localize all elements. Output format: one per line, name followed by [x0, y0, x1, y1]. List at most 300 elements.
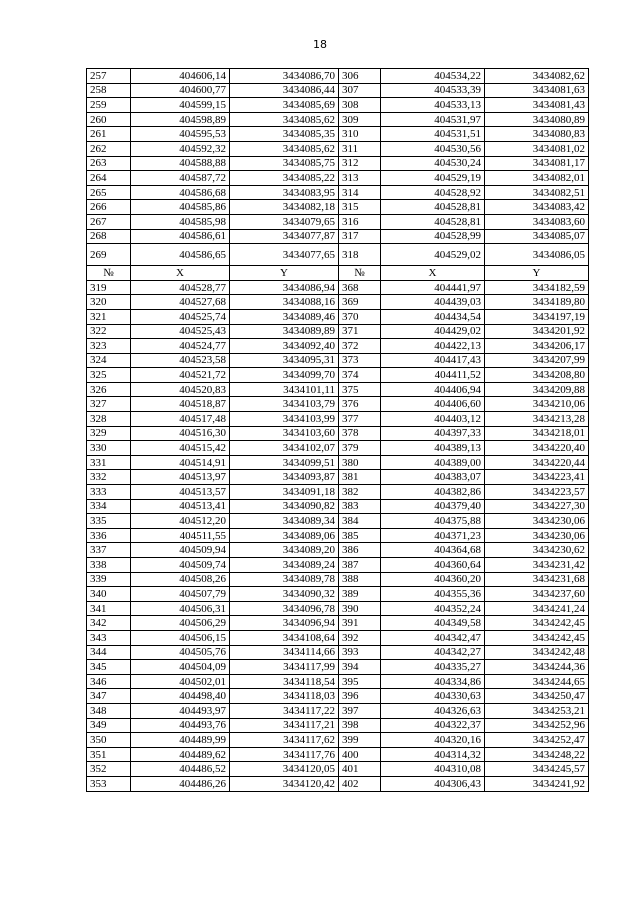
x-coordinate-cell: 404342,47: [381, 630, 485, 645]
table-row: [87, 69, 589, 84]
y-coordinate-cell: 3434206,17: [485, 339, 589, 354]
x-coordinate-cell: 404330,63: [381, 689, 485, 704]
point-number-cell: 379: [339, 441, 381, 456]
point-number-cell: 263: [87, 156, 131, 171]
y-coordinate-cell: 3434099,51: [230, 455, 339, 470]
table-row: [87, 83, 589, 98]
point-number-cell: 373: [339, 353, 381, 368]
y-coordinate-cell: 3434090,32: [230, 587, 339, 602]
y-coordinate-cell: 3434089,89: [230, 324, 339, 339]
table-row: [87, 645, 589, 660]
point-number-cell: 306: [339, 69, 381, 84]
x-coordinate-cell: 404525,74: [131, 309, 230, 324]
y-coordinate-cell: 3434086,94: [230, 280, 339, 295]
point-number-cell: 336: [87, 528, 131, 543]
y-coordinate-cell: 3434102,07: [230, 441, 339, 456]
point-number-cell: 349: [87, 718, 131, 733]
y-coordinate-cell: 3434077,65: [230, 244, 339, 266]
y-coordinate-cell: 3434108,64: [230, 630, 339, 645]
y-coordinate-cell: 3434250,47: [485, 689, 589, 704]
table-row: [87, 485, 589, 500]
y-coordinate-cell: 3434081,43: [485, 98, 589, 113]
x-coordinate-cell: 404517,48: [131, 412, 230, 427]
point-number-cell: 257: [87, 69, 131, 84]
table-row: [87, 200, 589, 215]
header-cell: X: [131, 266, 230, 281]
y-coordinate-cell: 3434117,99: [230, 660, 339, 675]
y-coordinate-cell: 3434230,62: [485, 543, 589, 558]
point-number-cell: 372: [339, 339, 381, 354]
x-coordinate-cell: 404599,15: [131, 98, 230, 113]
point-number-cell: 400: [339, 747, 381, 762]
point-number-cell: 334: [87, 499, 131, 514]
y-coordinate-cell: 3434093,87: [230, 470, 339, 485]
y-coordinate-cell: 3434114,66: [230, 645, 339, 660]
y-coordinate-cell: 3434223,57: [485, 485, 589, 500]
table-row: [87, 295, 589, 310]
y-coordinate-cell: 3434092,40: [230, 339, 339, 354]
point-number-cell: 268: [87, 229, 131, 244]
x-coordinate-cell: 404429,02: [381, 324, 485, 339]
point-number-cell: 332: [87, 470, 131, 485]
y-coordinate-cell: 3434089,78: [230, 572, 339, 587]
point-number-cell: 265: [87, 185, 131, 200]
page-number: 18: [313, 38, 327, 51]
x-coordinate-cell: 404524,77: [131, 339, 230, 354]
x-coordinate-cell: 404586,65: [131, 244, 230, 266]
x-coordinate-cell: 404530,56: [381, 141, 485, 156]
table-row: [87, 718, 589, 733]
table-row: [87, 309, 589, 324]
y-coordinate-cell: 3434082,51: [485, 185, 589, 200]
x-coordinate-cell: 404397,33: [381, 426, 485, 441]
point-number-cell: 348: [87, 703, 131, 718]
point-number-cell: 346: [87, 674, 131, 689]
x-coordinate-cell: 404521,72: [131, 368, 230, 383]
table-row: [87, 368, 589, 383]
y-coordinate-cell: 3434213,28: [485, 412, 589, 427]
x-coordinate-cell: 404383,07: [381, 470, 485, 485]
table-row: [87, 426, 589, 441]
y-coordinate-cell: 3434082,18: [230, 200, 339, 215]
table-row: [87, 674, 589, 689]
y-coordinate-cell: 3434081,63: [485, 83, 589, 98]
y-coordinate-cell: 3434103,79: [230, 397, 339, 412]
x-coordinate-cell: 404585,98: [131, 214, 230, 229]
point-number-cell: 323: [87, 339, 131, 354]
header-cell: Y: [485, 266, 589, 281]
y-coordinate-cell: 3434118,54: [230, 674, 339, 689]
header-cell: №: [87, 266, 131, 281]
coordinates-table: [86, 68, 589, 792]
y-coordinate-cell: 3434089,34: [230, 514, 339, 529]
table-row: [87, 412, 589, 427]
x-coordinate-cell: 404502,01: [131, 674, 230, 689]
point-number-cell: 397: [339, 703, 381, 718]
point-number-cell: 393: [339, 645, 381, 660]
y-coordinate-cell: 3434079,65: [230, 214, 339, 229]
table-row: [87, 733, 589, 748]
point-number-cell: 311: [339, 141, 381, 156]
point-number-cell: 317: [339, 229, 381, 244]
y-coordinate-cell: 3434096,78: [230, 601, 339, 616]
y-coordinate-cell: 3434103,99: [230, 412, 339, 427]
y-coordinate-cell: 3434118,03: [230, 689, 339, 704]
point-number-cell: 261: [87, 127, 131, 142]
x-coordinate-cell: 404486,26: [131, 776, 230, 791]
point-number-cell: 331: [87, 455, 131, 470]
x-coordinate-cell: 404375,88: [381, 514, 485, 529]
x-coordinate-cell: 404512,20: [131, 514, 230, 529]
point-number-cell: 384: [339, 514, 381, 529]
point-number-cell: 353: [87, 776, 131, 791]
point-number-cell: 321: [87, 309, 131, 324]
y-coordinate-cell: 3434248,22: [485, 747, 589, 762]
point-number-cell: 337: [87, 543, 131, 558]
table-row: [87, 470, 589, 485]
y-coordinate-cell: 3434189,80: [485, 295, 589, 310]
x-coordinate-cell: 404520,83: [131, 382, 230, 397]
table-header-row: [87, 266, 589, 281]
x-coordinate-cell: 404531,97: [381, 112, 485, 127]
x-coordinate-cell: 404422,13: [381, 339, 485, 354]
y-coordinate-cell: 3434252,96: [485, 718, 589, 733]
x-coordinate-cell: 404515,42: [131, 441, 230, 456]
y-coordinate-cell: 3434244,65: [485, 674, 589, 689]
point-number-cell: 380: [339, 455, 381, 470]
table-row: [87, 244, 589, 266]
x-coordinate-cell: 404349,58: [381, 616, 485, 631]
x-coordinate-cell: 404598,89: [131, 112, 230, 127]
y-coordinate-cell: 3434120,42: [230, 776, 339, 791]
y-coordinate-cell: 3434207,99: [485, 353, 589, 368]
x-coordinate-cell: 404523,58: [131, 353, 230, 368]
point-number-cell: 269: [87, 244, 131, 266]
y-coordinate-cell: 3434085,62: [230, 112, 339, 127]
x-coordinate-cell: 404586,68: [131, 185, 230, 200]
point-number-cell: 351: [87, 747, 131, 762]
table-row: [87, 601, 589, 616]
y-coordinate-cell: 3434085,69: [230, 98, 339, 113]
table-row: [87, 528, 589, 543]
x-coordinate-cell: 404504,09: [131, 660, 230, 675]
x-coordinate-cell: 404403,12: [381, 412, 485, 427]
point-number-cell: 307: [339, 83, 381, 98]
y-coordinate-cell: 3434089,06: [230, 528, 339, 543]
point-number-cell: 324: [87, 353, 131, 368]
x-coordinate-cell: 404529,02: [381, 244, 485, 266]
x-coordinate-cell: 404320,16: [381, 733, 485, 748]
y-coordinate-cell: 3434117,21: [230, 718, 339, 733]
y-coordinate-cell: 3434223,41: [485, 470, 589, 485]
point-number-cell: 402: [339, 776, 381, 791]
point-number-cell: 391: [339, 616, 381, 631]
y-coordinate-cell: 3434096,94: [230, 616, 339, 631]
x-coordinate-cell: 404342,27: [381, 645, 485, 660]
x-coordinate-cell: 404434,54: [381, 309, 485, 324]
y-coordinate-cell: 3434117,62: [230, 733, 339, 748]
y-coordinate-cell: 3434120,05: [230, 762, 339, 777]
x-coordinate-cell: 404335,27: [381, 660, 485, 675]
x-coordinate-cell: 404306,43: [381, 776, 485, 791]
x-coordinate-cell: 404489,99: [131, 733, 230, 748]
x-coordinate-cell: 404379,40: [381, 499, 485, 514]
y-coordinate-cell: 3434101,11: [230, 382, 339, 397]
table-row: [87, 558, 589, 573]
table-row: [87, 156, 589, 171]
point-number-cell: 333: [87, 485, 131, 500]
point-number-cell: 313: [339, 171, 381, 186]
point-number-cell: 262: [87, 141, 131, 156]
x-coordinate-cell: 404533,13: [381, 98, 485, 113]
point-number-cell: 319: [87, 280, 131, 295]
x-coordinate-cell: 404595,53: [131, 127, 230, 142]
x-coordinate-cell: 404509,74: [131, 558, 230, 573]
table-row: [87, 397, 589, 412]
point-number-cell: 396: [339, 689, 381, 704]
point-number-cell: 386: [339, 543, 381, 558]
table-row: [87, 776, 589, 791]
y-coordinate-cell: 3434080,89: [485, 112, 589, 127]
point-number-cell: 387: [339, 558, 381, 573]
x-coordinate-cell: 404534,22: [381, 69, 485, 84]
table-row: [87, 689, 589, 704]
x-coordinate-cell: 404592,32: [131, 141, 230, 156]
point-number-cell: 376: [339, 397, 381, 412]
point-number-cell: 260: [87, 112, 131, 127]
point-number-cell: 267: [87, 214, 131, 229]
table-row: [87, 514, 589, 529]
x-coordinate-cell: 404355,36: [381, 587, 485, 602]
y-coordinate-cell: 3434089,24: [230, 558, 339, 573]
y-coordinate-cell: 3434230,06: [485, 514, 589, 529]
point-number-cell: 258: [87, 83, 131, 98]
x-coordinate-cell: 404509,94: [131, 543, 230, 558]
point-number-cell: 343: [87, 630, 131, 645]
point-number-cell: 264: [87, 171, 131, 186]
point-number-cell: 345: [87, 660, 131, 675]
y-coordinate-cell: 3434090,82: [230, 499, 339, 514]
y-coordinate-cell: 3434244,36: [485, 660, 589, 675]
table-row: [87, 455, 589, 470]
x-coordinate-cell: 404528,77: [131, 280, 230, 295]
x-coordinate-cell: 404505,76: [131, 645, 230, 660]
x-coordinate-cell: 404314,32: [381, 747, 485, 762]
y-coordinate-cell: 3434208,80: [485, 368, 589, 383]
point-number-cell: 339: [87, 572, 131, 587]
y-coordinate-cell: 3434086,05: [485, 244, 589, 266]
point-number-cell: 312: [339, 156, 381, 171]
y-coordinate-cell: 3434083,95: [230, 185, 339, 200]
point-number-cell: 394: [339, 660, 381, 675]
point-number-cell: 266: [87, 200, 131, 215]
y-coordinate-cell: 3434085,07: [485, 229, 589, 244]
point-number-cell: 395: [339, 674, 381, 689]
y-coordinate-cell: 3434095,31: [230, 353, 339, 368]
header-cell: Y: [230, 266, 339, 281]
y-coordinate-cell: 3434081,02: [485, 141, 589, 156]
y-coordinate-cell: 3434089,46: [230, 309, 339, 324]
x-coordinate-cell: 404528,81: [381, 214, 485, 229]
point-number-cell: 352: [87, 762, 131, 777]
point-number-cell: 327: [87, 397, 131, 412]
x-coordinate-cell: 404518,87: [131, 397, 230, 412]
point-number-cell: 377: [339, 412, 381, 427]
y-coordinate-cell: 3434091,18: [230, 485, 339, 500]
point-number-cell: 340: [87, 587, 131, 602]
point-number-cell: 401: [339, 762, 381, 777]
y-coordinate-cell: 3434245,57: [485, 762, 589, 777]
table-row: [87, 127, 589, 142]
table-row: [87, 112, 589, 127]
point-number-cell: 378: [339, 426, 381, 441]
y-coordinate-cell: 3434083,42: [485, 200, 589, 215]
point-number-cell: 322: [87, 324, 131, 339]
point-number-cell: 381: [339, 470, 381, 485]
table-row: [87, 572, 589, 587]
x-coordinate-cell: 404334,86: [381, 674, 485, 689]
x-coordinate-cell: 404511,55: [131, 528, 230, 543]
point-number-cell: 383: [339, 499, 381, 514]
y-coordinate-cell: 3434077,87: [230, 229, 339, 244]
point-number-cell: 341: [87, 601, 131, 616]
point-number-cell: 388: [339, 572, 381, 587]
x-coordinate-cell: 404528,92: [381, 185, 485, 200]
point-number-cell: 370: [339, 309, 381, 324]
point-number-cell: 371: [339, 324, 381, 339]
point-number-cell: 315: [339, 200, 381, 215]
point-number-cell: 342: [87, 616, 131, 631]
table-row: [87, 382, 589, 397]
x-coordinate-cell: 404506,29: [131, 616, 230, 631]
point-number-cell: 308: [339, 98, 381, 113]
table-row: [87, 339, 589, 354]
point-number-cell: 399: [339, 733, 381, 748]
point-number-cell: 389: [339, 587, 381, 602]
y-coordinate-cell: 3434117,22: [230, 703, 339, 718]
point-number-cell: 375: [339, 382, 381, 397]
x-coordinate-cell: 404371,23: [381, 528, 485, 543]
point-number-cell: 398: [339, 718, 381, 733]
x-coordinate-cell: 404406,94: [381, 382, 485, 397]
y-coordinate-cell: 3434086,44: [230, 83, 339, 98]
y-coordinate-cell: 3434197,19: [485, 309, 589, 324]
y-coordinate-cell: 3434209,88: [485, 382, 589, 397]
x-coordinate-cell: 404352,24: [381, 601, 485, 616]
y-coordinate-cell: 3434103,60: [230, 426, 339, 441]
x-coordinate-cell: 404360,64: [381, 558, 485, 573]
table-row: [87, 185, 589, 200]
y-coordinate-cell: 3434089,20: [230, 543, 339, 558]
point-number-cell: 347: [87, 689, 131, 704]
x-coordinate-cell: 404326,63: [381, 703, 485, 718]
table-row: [87, 703, 589, 718]
x-coordinate-cell: 404417,43: [381, 353, 485, 368]
table-row: [87, 630, 589, 645]
y-coordinate-cell: 3434227,30: [485, 499, 589, 514]
point-number-cell: 318: [339, 244, 381, 266]
table-row: [87, 441, 589, 456]
x-coordinate-cell: 404486,52: [131, 762, 230, 777]
table-row: [87, 214, 589, 229]
y-coordinate-cell: 3434085,22: [230, 171, 339, 186]
x-coordinate-cell: 404406,60: [381, 397, 485, 412]
x-coordinate-cell: 404389,13: [381, 441, 485, 456]
y-coordinate-cell: 3434220,44: [485, 455, 589, 470]
table-row: [87, 747, 589, 762]
header-cell: X: [381, 266, 485, 281]
y-coordinate-cell: 3434085,35: [230, 127, 339, 142]
y-coordinate-cell: 3434241,24: [485, 601, 589, 616]
x-coordinate-cell: 404506,15: [131, 630, 230, 645]
x-coordinate-cell: 404322,37: [381, 718, 485, 733]
point-number-cell: 350: [87, 733, 131, 748]
x-coordinate-cell: 404389,00: [381, 455, 485, 470]
header-cell: №: [339, 266, 381, 281]
x-coordinate-cell: 404513,41: [131, 499, 230, 514]
table-row: [87, 171, 589, 186]
x-coordinate-cell: 404310,08: [381, 762, 485, 777]
point-number-cell: 310: [339, 127, 381, 142]
x-coordinate-cell: 404411,52: [381, 368, 485, 383]
table-row: [87, 762, 589, 777]
y-coordinate-cell: 3434082,62: [485, 69, 589, 84]
point-number-cell: 368: [339, 280, 381, 295]
y-coordinate-cell: 3434253,21: [485, 703, 589, 718]
point-number-cell: 329: [87, 426, 131, 441]
x-coordinate-cell: 404600,77: [131, 83, 230, 98]
y-coordinate-cell: 3434080,83: [485, 127, 589, 142]
x-coordinate-cell: 404514,91: [131, 455, 230, 470]
y-coordinate-cell: 3434099,70: [230, 368, 339, 383]
x-coordinate-cell: 404498,40: [131, 689, 230, 704]
x-coordinate-cell: 404533,39: [381, 83, 485, 98]
point-number-cell: 330: [87, 441, 131, 456]
x-coordinate-cell: 404586,61: [131, 229, 230, 244]
point-number-cell: 385: [339, 528, 381, 543]
y-coordinate-cell: 3434083,60: [485, 214, 589, 229]
table-row: [87, 616, 589, 631]
table-row: [87, 587, 589, 602]
point-number-cell: 316: [339, 214, 381, 229]
x-coordinate-cell: 404493,76: [131, 718, 230, 733]
table-row: [87, 324, 589, 339]
x-coordinate-cell: 404382,86: [381, 485, 485, 500]
point-number-cell: 309: [339, 112, 381, 127]
table-row: [87, 229, 589, 244]
y-coordinate-cell: 3434082,01: [485, 171, 589, 186]
x-coordinate-cell: 404441,97: [381, 280, 485, 295]
x-coordinate-cell: 404525,43: [131, 324, 230, 339]
point-number-cell: 390: [339, 601, 381, 616]
x-coordinate-cell: 404493,97: [131, 703, 230, 718]
x-coordinate-cell: 404513,97: [131, 470, 230, 485]
table-row: [87, 660, 589, 675]
y-coordinate-cell: 3434242,48: [485, 645, 589, 660]
x-coordinate-cell: 404528,99: [381, 229, 485, 244]
x-coordinate-cell: 404527,68: [131, 295, 230, 310]
y-coordinate-cell: 3434117,76: [230, 747, 339, 762]
x-coordinate-cell: 404360,20: [381, 572, 485, 587]
point-number-cell: 392: [339, 630, 381, 645]
point-number-cell: 344: [87, 645, 131, 660]
point-number-cell: 320: [87, 295, 131, 310]
y-coordinate-cell: 3434231,68: [485, 572, 589, 587]
point-number-cell: 314: [339, 185, 381, 200]
y-coordinate-cell: 3434210,06: [485, 397, 589, 412]
x-coordinate-cell: 404529,19: [381, 171, 485, 186]
x-coordinate-cell: 404528,81: [381, 200, 485, 215]
